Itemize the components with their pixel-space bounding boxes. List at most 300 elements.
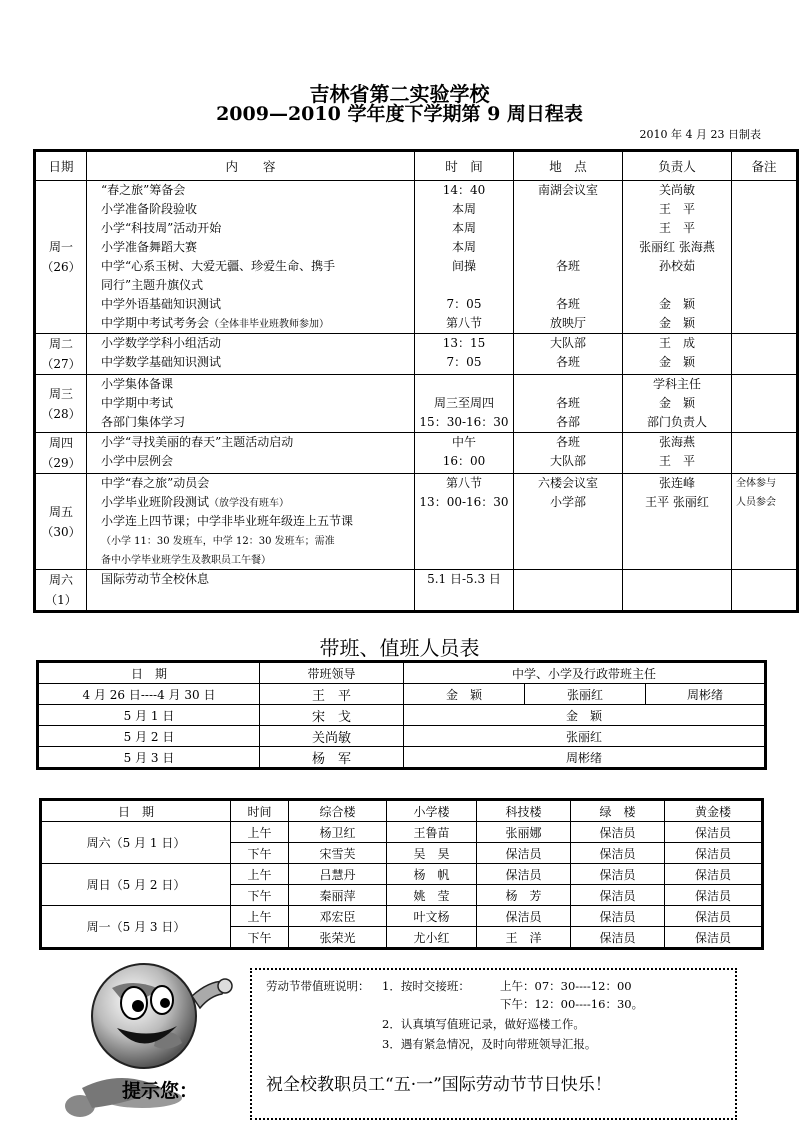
- schedule-line: [415, 589, 513, 608]
- schedule-line: [514, 433, 622, 452]
- schedule-line: [101, 589, 414, 608]
- schedule-content-cell: [87, 570, 415, 612]
- schedule-line: [514, 238, 622, 257]
- day-number: （27）: [41, 357, 81, 371]
- holiday-header-b4: 绿 楼: [571, 800, 665, 822]
- schedule-line: [415, 452, 513, 471]
- schedule-line: [623, 334, 731, 353]
- holiday-staff: 保洁员: [477, 864, 571, 885]
- schedule-time: 本周: [451, 221, 476, 235]
- holiday-staff: 杨卫红: [289, 822, 387, 843]
- schedule-content: 各部门集体学习: [101, 415, 186, 429]
- duty-teacher: 周彬绪: [646, 684, 766, 705]
- schedule-time: 16：00: [442, 454, 486, 468]
- schedule-person: 张丽红 张海燕: [639, 240, 715, 254]
- schedule-line: [623, 276, 731, 295]
- schedule-person: 关尚敏: [658, 183, 695, 197]
- schedule-line: [101, 295, 414, 314]
- duty-teacher: 周彬绪: [404, 747, 766, 769]
- made-date: 2010 年 4 月 23 日制表: [639, 128, 761, 141]
- schedule-line: [623, 452, 731, 471]
- schedule-line: [514, 181, 622, 200]
- schedule-line: [514, 276, 622, 295]
- schedule-line: [514, 413, 622, 432]
- schedule-line: [623, 550, 731, 569]
- schedule-content-cell: [87, 433, 415, 474]
- schedule-person: 金 颖: [658, 396, 695, 410]
- schedule-line: [101, 257, 414, 276]
- schedule-person: 王 平: [658, 221, 695, 235]
- schedule-place-cell: [514, 433, 623, 474]
- schedule-person: 金 颖: [658, 316, 695, 330]
- schedule-line: [623, 413, 731, 432]
- notes-item1: 1．按时交接班：: [382, 979, 470, 993]
- day-number: （28）: [41, 406, 81, 421]
- holiday-row: [41, 906, 763, 927]
- schedule-time: 13：15: [442, 336, 486, 350]
- schedule-line: [101, 433, 414, 452]
- holiday-staff: 叶文杨: [387, 906, 477, 927]
- schedule-line: [514, 295, 622, 314]
- schedule-line: [101, 550, 414, 569]
- schedule-line: [623, 474, 731, 493]
- schedule-place: 大队部: [549, 336, 586, 350]
- schedule-line: [101, 474, 414, 493]
- schedule-place-cell: [514, 570, 623, 612]
- schedule-time: 15：30-16：30: [419, 415, 509, 429]
- schedule-place: 放映厅: [549, 316, 586, 330]
- schedule-content: 中学“春之旅”动员会: [101, 476, 210, 490]
- holiday-staff: 保洁员: [571, 864, 665, 885]
- schedule-day-cell: [35, 570, 87, 612]
- schedule-person: 王平 张丽红: [645, 495, 709, 509]
- schedule-line: [415, 257, 513, 276]
- schedule-place: 各班: [555, 259, 580, 273]
- schedule-time: 间操: [451, 259, 476, 273]
- holiday-staff: 保洁员: [571, 906, 665, 927]
- schedule-remark: 全体参与: [736, 478, 776, 489]
- schedule-line: [514, 219, 622, 238]
- holiday-header-b1: 综合楼: [289, 800, 387, 822]
- schedule-line: [623, 353, 731, 372]
- holiday-staff: 保洁员: [571, 885, 665, 906]
- schedule-person: 学科主任: [652, 377, 701, 391]
- holiday-staff: 保洁员: [477, 906, 571, 927]
- holiday-time: 下午: [231, 927, 289, 949]
- holiday-staff: 吕慧丹: [289, 864, 387, 885]
- holiday-time: 上午: [231, 906, 289, 927]
- holiday-staff: 尤小红: [387, 927, 477, 949]
- schedule-line: [101, 334, 414, 353]
- duty-teacher: 金 颖: [404, 705, 766, 726]
- schedule-line: [514, 570, 622, 589]
- schedule-time: 中午: [451, 435, 476, 449]
- schedule-content: 小学“寻找美丽的春天”主题活动启动: [101, 435, 294, 449]
- holiday-staff: 保洁员: [571, 843, 665, 864]
- schedule-content: 小学数学学科小组活动: [101, 336, 222, 350]
- schedule-line: [415, 276, 513, 295]
- schedule-line: [736, 493, 796, 512]
- schedule-person-cell: [623, 433, 732, 474]
- duty-row: [38, 705, 766, 726]
- schedule-person: 王 平: [658, 202, 695, 216]
- schedule-place: 各班: [555, 297, 580, 311]
- notes-label: 劳动节带值班说明：: [266, 979, 370, 993]
- schedule-person: 张海燕: [658, 435, 695, 449]
- schedule-line: [415, 353, 513, 372]
- schedule-person: 金 颖: [658, 355, 695, 369]
- schedule-content: 中学“心系玉树、大爱无疆、珍爱生命、携手: [101, 259, 336, 273]
- duty-row: [38, 684, 766, 705]
- schedule-place: 各班: [555, 355, 580, 369]
- notes-item3: 3．遇有紧急情况，及时向带班领导汇报。: [382, 1037, 597, 1051]
- schedule-line: [415, 295, 513, 314]
- schedule-line: [415, 570, 513, 589]
- holiday-header-date: 日 期: [41, 800, 231, 822]
- schedule-line: [514, 314, 622, 333]
- schedule-line: [623, 531, 731, 550]
- schedule-content: 中学期中考试考务会: [101, 316, 210, 330]
- holiday-staff: 张荣光: [289, 927, 387, 949]
- holiday-staff: 保洁员: [477, 843, 571, 864]
- schedule-time: 14：40: [442, 183, 486, 197]
- holiday-staff: 王鲁苗: [387, 822, 477, 843]
- schedule-content-cell: [87, 474, 415, 570]
- day-number: （30）: [41, 524, 81, 539]
- holiday-time: 下午: [231, 885, 289, 906]
- duty-date: 5 月 3 日: [38, 747, 260, 769]
- schedule-line: [101, 512, 414, 531]
- schedule-line: [101, 570, 414, 589]
- holiday-staff: 保洁员: [665, 864, 763, 885]
- schedule-line: [415, 512, 513, 531]
- schedule-line: [623, 257, 731, 276]
- holiday-staff: 王 洋: [477, 927, 571, 949]
- schedule-line: [736, 238, 796, 257]
- mascot: [62, 948, 252, 1123]
- schedule-line: [415, 531, 513, 550]
- holiday-wish: 祝全校教职员工“五·一”国际劳动节节日快乐！: [266, 1075, 612, 1095]
- holiday-header-row: [41, 800, 763, 822]
- holiday-staff: 吴 昊: [387, 843, 477, 864]
- duty-date: 5 月 1 日: [38, 705, 260, 726]
- schedule-person: 王 成: [658, 336, 695, 350]
- schedule-line: [415, 474, 513, 493]
- schedule-line: [623, 589, 731, 608]
- schedule-person: 金 颖: [658, 297, 695, 311]
- day-name: 周一: [48, 240, 73, 254]
- schedule-line: [415, 433, 513, 452]
- schedule-day-cell: [35, 334, 87, 375]
- schedule-line: [514, 334, 622, 353]
- holiday-time: 下午: [231, 843, 289, 864]
- schedule-time: 周三至周四: [433, 396, 494, 410]
- schedule-line: [415, 219, 513, 238]
- schedule-time: 本周: [451, 240, 476, 254]
- schedule-line: [736, 531, 796, 550]
- schedule-line: [101, 181, 414, 200]
- duty-leader: 杨 军: [260, 747, 404, 769]
- schedule-line: [736, 353, 796, 372]
- day-name: 周六: [48, 573, 73, 587]
- holiday-staff: 秦丽萍: [289, 885, 387, 906]
- schedule-line: [101, 375, 414, 394]
- schedule-place-cell: [514, 375, 623, 433]
- schedule-person: 部门负责人: [646, 415, 707, 429]
- holiday-header-b2: 小学楼: [387, 800, 477, 822]
- holiday-date: 周六（5 月 1 日）: [41, 822, 231, 864]
- schedule-line: [623, 493, 731, 512]
- schedule-time-cell: [415, 433, 514, 474]
- schedule-line: [514, 531, 622, 550]
- schedule-line: [736, 334, 796, 353]
- schedule-remark-cell: [732, 570, 798, 612]
- schedule-line: [101, 493, 414, 512]
- duty-table-title: 带班、值班人员表: [319, 636, 480, 660]
- duty-header-row: [38, 662, 766, 684]
- schedule-content: 小学集体备课: [101, 377, 174, 391]
- schedule-line: [101, 314, 414, 333]
- schedule-line: [514, 200, 622, 219]
- schedule-line: [415, 238, 513, 257]
- holiday-row: [41, 822, 763, 843]
- schedule-person-cell: [623, 181, 732, 334]
- holiday-date: 周一（5 月 3 日）: [41, 906, 231, 949]
- schedule-line: [101, 238, 414, 257]
- schedule-time: 第八节: [445, 316, 482, 330]
- schedule-place: 南湖会议室: [537, 183, 598, 197]
- duty-leader: 关尚敏: [260, 726, 404, 747]
- holiday-staff: 杨 帆: [387, 864, 477, 885]
- day-name: 周四: [48, 436, 73, 450]
- schedule-day-cell: [35, 181, 87, 334]
- duty-teacher: 张丽红: [404, 726, 766, 747]
- schedule-line: [736, 512, 796, 531]
- holiday-duty-table: [39, 798, 764, 950]
- col-header-remark: 备注: [732, 151, 798, 181]
- schedule-content: 中学期中考试: [101, 396, 174, 410]
- schedule-line: [101, 452, 414, 471]
- schedule-content: 国际劳动节全校休息: [101, 572, 210, 586]
- schedule-content: 小学“科技周”活动开始: [101, 221, 222, 235]
- schedule-line: [736, 257, 796, 276]
- schedule-line: [514, 257, 622, 276]
- schedule-content-note: （小学 11：30 发班车，中学 12：30 发班车；需准: [101, 536, 335, 547]
- school-name: 吉林省第二实验学校: [309, 82, 490, 106]
- schedule-time-cell: [415, 334, 514, 375]
- schedule-content-note: 备中小学毕业班学生及教职员工午餐）: [101, 555, 271, 566]
- schedule-line: [415, 413, 513, 432]
- schedule-line: [623, 200, 731, 219]
- duty-notes-box: [250, 968, 737, 1120]
- holiday-staff: 保洁员: [665, 927, 763, 949]
- col-header-time: 时 间: [415, 151, 514, 181]
- holiday-time: 上午: [231, 822, 289, 843]
- schedule-line: [736, 295, 796, 314]
- schedule-place: 各班: [555, 396, 580, 410]
- schedule-time-cell: [415, 570, 514, 612]
- schedule-content: 中学外语基础知识测试: [101, 297, 222, 311]
- day-name: 周二: [48, 337, 73, 351]
- schedule-time: 7：05: [446, 297, 482, 311]
- schedule-line: [101, 219, 414, 238]
- holiday-staff: 张丽娜: [477, 822, 571, 843]
- schedule-line: [736, 181, 796, 200]
- schedule-line: [101, 413, 414, 432]
- schedule-line: [736, 200, 796, 219]
- schedule-person-cell: [623, 474, 732, 570]
- holiday-staff: 保洁员: [665, 822, 763, 843]
- holiday-staff: 宋雪芙: [289, 843, 387, 864]
- schedule-line: [736, 474, 796, 493]
- schedule-remark-cell: [732, 181, 798, 334]
- schedule-line: [623, 181, 731, 200]
- schedule-line: [514, 550, 622, 569]
- schedule-line: [623, 295, 731, 314]
- day-number: （29）: [41, 456, 81, 470]
- schedule-remark-cell: [732, 375, 798, 433]
- schedule-time-cell: [415, 181, 514, 334]
- schedule-line: [623, 394, 731, 413]
- schedule-day-row: [35, 334, 798, 375]
- duty-teacher: 金 颖: [404, 684, 525, 705]
- schedule-place: 六楼会议室: [537, 476, 598, 490]
- holiday-staff: 姚 莹: [387, 885, 477, 906]
- schedule-person-cell: [623, 570, 732, 612]
- holiday-staff: 邓宏臣: [289, 906, 387, 927]
- schedule-line: [623, 238, 731, 257]
- schedule-content: 小学中层例会: [101, 454, 174, 468]
- schedule-time: 7：05: [446, 355, 482, 369]
- schedule-line: [101, 276, 414, 295]
- day-number: （26）: [41, 260, 81, 274]
- schedule-line: [101, 200, 414, 219]
- schedule-line: [736, 276, 796, 295]
- holiday-header-time: 时间: [231, 800, 289, 822]
- schedule-line: [736, 433, 796, 452]
- schedule-line: [415, 334, 513, 353]
- duty-date: 5 月 2 日: [38, 726, 260, 747]
- schedule-time: 13：00-16：30: [419, 495, 509, 509]
- schedule-content-note: （全体非毕业班教师参加）: [209, 319, 330, 330]
- schedule-line: [514, 452, 622, 471]
- schedule-place: 各部: [555, 415, 580, 429]
- holiday-staff: 保洁员: [571, 927, 665, 949]
- schedule-remark: 人员参会: [736, 497, 776, 508]
- notes-pm: 下午：12：00----16：30。: [500, 997, 644, 1011]
- duty-row: [38, 747, 766, 769]
- holiday-staff: 保洁员: [665, 843, 763, 864]
- schedule-line: [736, 394, 796, 413]
- holiday-staff: 杨 芳: [477, 885, 571, 906]
- schedule-line: [101, 353, 414, 372]
- schedule-place: 小学部: [549, 495, 586, 509]
- day-name: 周五: [48, 504, 73, 519]
- duty-leader: 宋 戈: [260, 705, 404, 726]
- schedule-line: [101, 531, 414, 550]
- schedule-line: [736, 570, 796, 589]
- schedule-content: 小学准备阶段验收: [101, 202, 198, 216]
- day-name: 周三: [48, 386, 73, 401]
- schedule-person-cell: [623, 375, 732, 433]
- schedule-content: 小学毕业班阶段测试: [101, 495, 210, 509]
- schedule-day-cell: [35, 433, 87, 474]
- schedule-place-cell: [514, 474, 623, 570]
- mascot-caption: 提示您：: [122, 1080, 199, 1102]
- schedule-content: 小学准备舞蹈大赛: [101, 240, 198, 254]
- schedule-place-cell: [514, 181, 623, 334]
- holiday-staff: 保洁员: [665, 885, 763, 906]
- schedule-day-row: [35, 474, 798, 570]
- schedule-content-note: （放学没有班车）: [209, 498, 290, 509]
- schedule-line: [415, 550, 513, 569]
- duty-teacher: 张丽红: [525, 684, 646, 705]
- schedule-line: [514, 589, 622, 608]
- duty-header-leader: 带班领导: [260, 662, 404, 684]
- schedule-line: [736, 219, 796, 238]
- schedule-line: [736, 375, 796, 394]
- schedule-line: [415, 314, 513, 333]
- schedule-content: 小学连上四节课；中学非毕业班年级连上五节课: [101, 514, 354, 528]
- schedule-day-cell: [35, 474, 87, 570]
- schedule-line: [736, 314, 796, 333]
- schedule-line: [415, 394, 513, 413]
- schedule-day-row: [35, 570, 798, 612]
- schedule-line: [623, 570, 731, 589]
- schedule-time-cell: [415, 375, 514, 433]
- schedule-day-cell: [35, 375, 87, 433]
- schedule-person: 孙校茹: [658, 259, 695, 273]
- schedule-line: [415, 493, 513, 512]
- schedule-line: [514, 394, 622, 413]
- schedule-person: 王 平: [658, 454, 695, 468]
- duty-header-teachers: 中学、小学及行政带班主任: [404, 662, 766, 684]
- schedule-place: 大队部: [549, 454, 586, 468]
- holiday-header-b5: 黄金楼: [665, 800, 763, 822]
- schedule-content: “春之旅”筹备会: [101, 183, 186, 197]
- notes-item2: 2．认真填写值班记录，做好巡楼工作。: [382, 1017, 585, 1031]
- schedule-line: [415, 200, 513, 219]
- holiday-date: 周日（5 月 2 日）: [41, 864, 231, 906]
- schedule-line: [514, 512, 622, 531]
- col-header-person: 负责人: [623, 151, 732, 181]
- schedule-title: 2009—2010 学年度下学期第 9 周日程表: [216, 103, 583, 125]
- schedule-remark-cell: [732, 334, 798, 375]
- schedule-line: [623, 512, 731, 531]
- schedule-header-row: [35, 151, 798, 181]
- schedule-line: [514, 353, 622, 372]
- schedule-place-cell: [514, 334, 623, 375]
- col-header-place: 地 点: [514, 151, 623, 181]
- schedule-line: [101, 394, 414, 413]
- schedule-content-cell: [87, 181, 415, 334]
- schedule-time: 第八节: [445, 476, 482, 490]
- schedule-content: 中学数学基础知识测试: [101, 355, 222, 369]
- schedule-content-cell: [87, 334, 415, 375]
- schedule-person: 张连峰: [658, 476, 695, 490]
- schedule-day-row: [35, 181, 798, 334]
- schedule-time: 5.1 日-5.3 日: [427, 572, 501, 586]
- duty-header-date: 日 期: [38, 662, 260, 684]
- duty-row: [38, 726, 766, 747]
- holiday-row: [41, 864, 763, 885]
- schedule-remark-cell: [732, 474, 798, 570]
- schedule-time-cell: [415, 474, 514, 570]
- schedule-line: [623, 314, 731, 333]
- schedule-content-cell: [87, 375, 415, 433]
- schedule-content: 同行”主题升旗仪式: [101, 278, 204, 292]
- schedule-line: [514, 375, 622, 394]
